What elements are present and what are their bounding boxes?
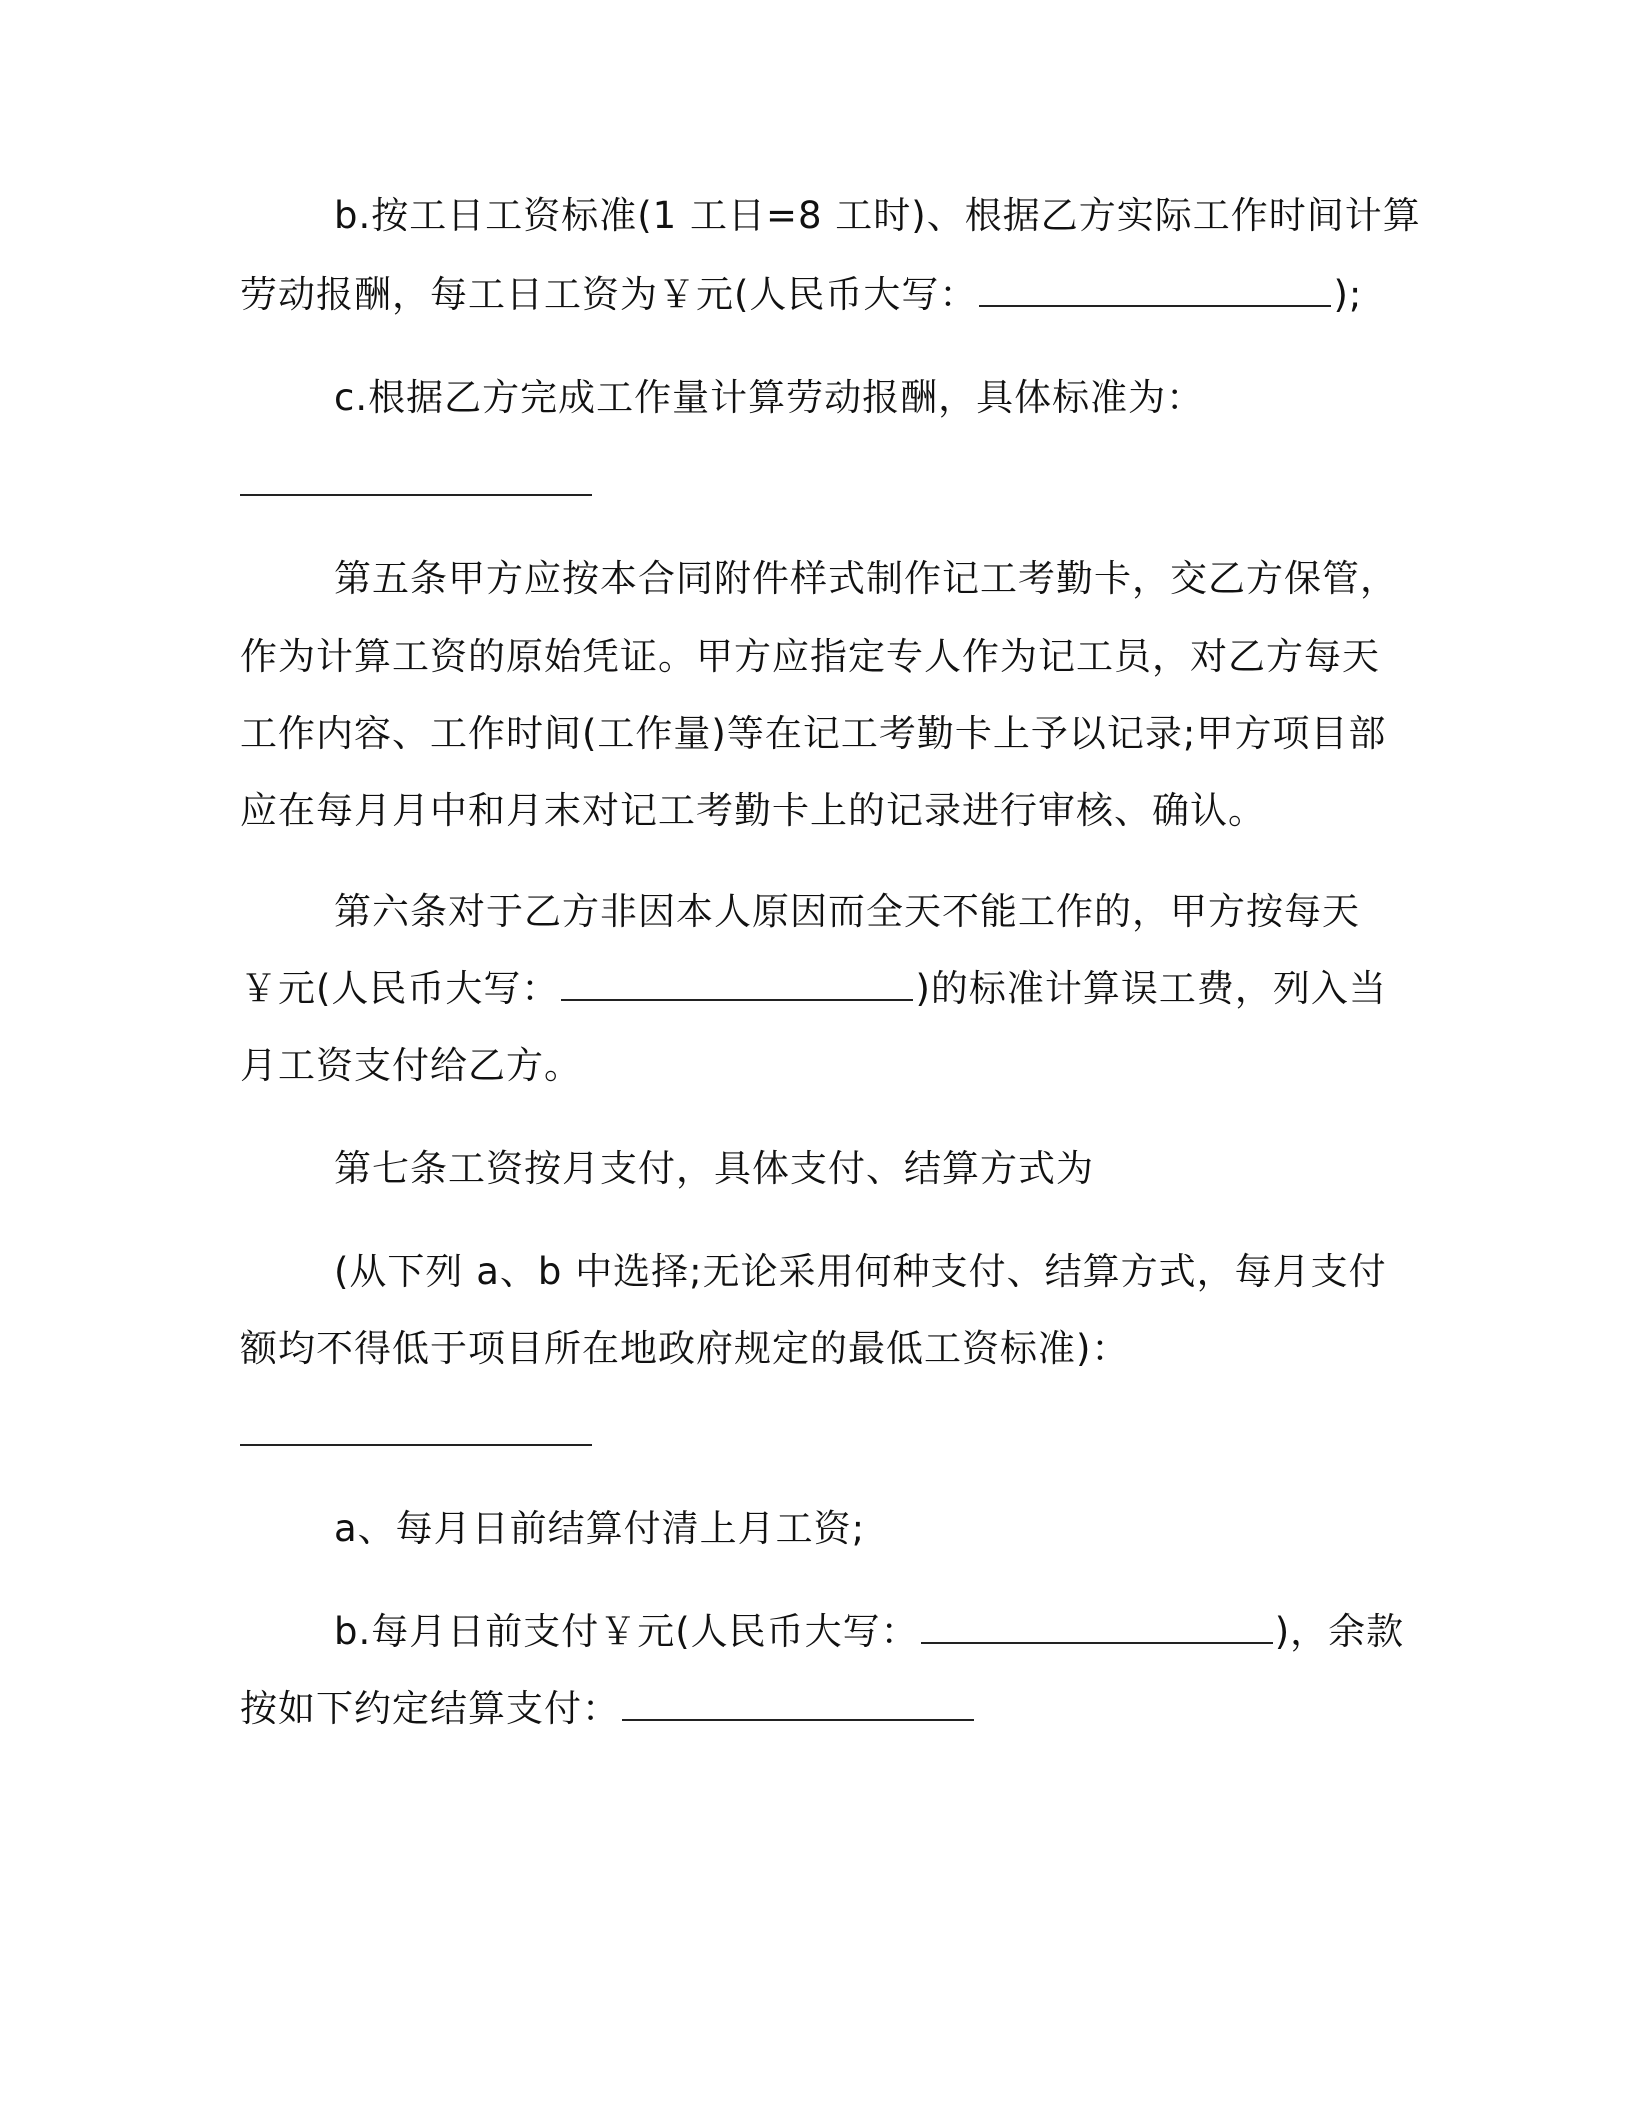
text-segment: ); bbox=[1333, 273, 1363, 316]
text-line: b.按工日工资标准(1 工日=8 工时)、根据乙方实际工作时间计算 bbox=[334, 194, 1421, 237]
text-line bbox=[240, 269, 1362, 321]
fill-in-blank[interactable] bbox=[240, 1444, 592, 1446]
text-segment: ￥元(人民币大写： bbox=[240, 967, 560, 1010]
text-line: 第七条工资按月支付，具体支付、结算方式为 bbox=[334, 1147, 1094, 1190]
text-line bbox=[240, 963, 1387, 1015]
text-segment: 按如下约定结算支付： bbox=[240, 1687, 620, 1730]
text-segment: )，余款 bbox=[1274, 1610, 1405, 1653]
text-line: 月工资支付给乙方。 bbox=[240, 1044, 582, 1087]
fill-in-blank[interactable] bbox=[561, 969, 913, 1001]
text-line: 额均不得低于项目所在地政府规定的最低工资标准)： bbox=[240, 1327, 1130, 1370]
fill-in-blank[interactable] bbox=[979, 275, 1331, 307]
text-line: 作为计算工资的原始凭证。甲方应指定专人作为记工员，对乙方每天 bbox=[240, 635, 1380, 678]
text-segment: )的标准计算误工费，列入当 bbox=[915, 967, 1387, 1010]
text-line: 第五条甲方应按本合同附件样式制作记工考勤卡，交乙方保管， bbox=[334, 557, 1398, 600]
text-line bbox=[240, 1683, 976, 1735]
fill-in-blank[interactable] bbox=[921, 1612, 1273, 1644]
text-segment: b.每月日前支付￥元(人民币大写： bbox=[334, 1610, 919, 1653]
text-line: (从下列 a、b 中选择;无论采用何种支付、结算方式，每月支付 bbox=[334, 1250, 1387, 1293]
text-line: 第六条对于乙方非因本人原因而全天不能工作的，甲方按每天 bbox=[334, 890, 1360, 933]
fill-in-blank[interactable] bbox=[240, 494, 592, 496]
text-line: 工作内容、工作时间(工作量)等在记工考勤卡上予以记录;甲方项目部 bbox=[240, 712, 1387, 755]
text-segment: 劳动报酬，每工日工资为￥元(人民币大写： bbox=[240, 273, 978, 316]
text-line: c.根据乙方完成工作量计算劳动报酬，具体标准为： bbox=[334, 376, 1205, 419]
text-line: a、每月日前结算付清上月工资; bbox=[334, 1507, 866, 1550]
text-line: 应在每月月中和月末对记工考勤卡上的记录进行审核、确认。 bbox=[240, 789, 1266, 832]
text-line bbox=[334, 1606, 1404, 1658]
fill-in-blank[interactable] bbox=[622, 1689, 974, 1721]
